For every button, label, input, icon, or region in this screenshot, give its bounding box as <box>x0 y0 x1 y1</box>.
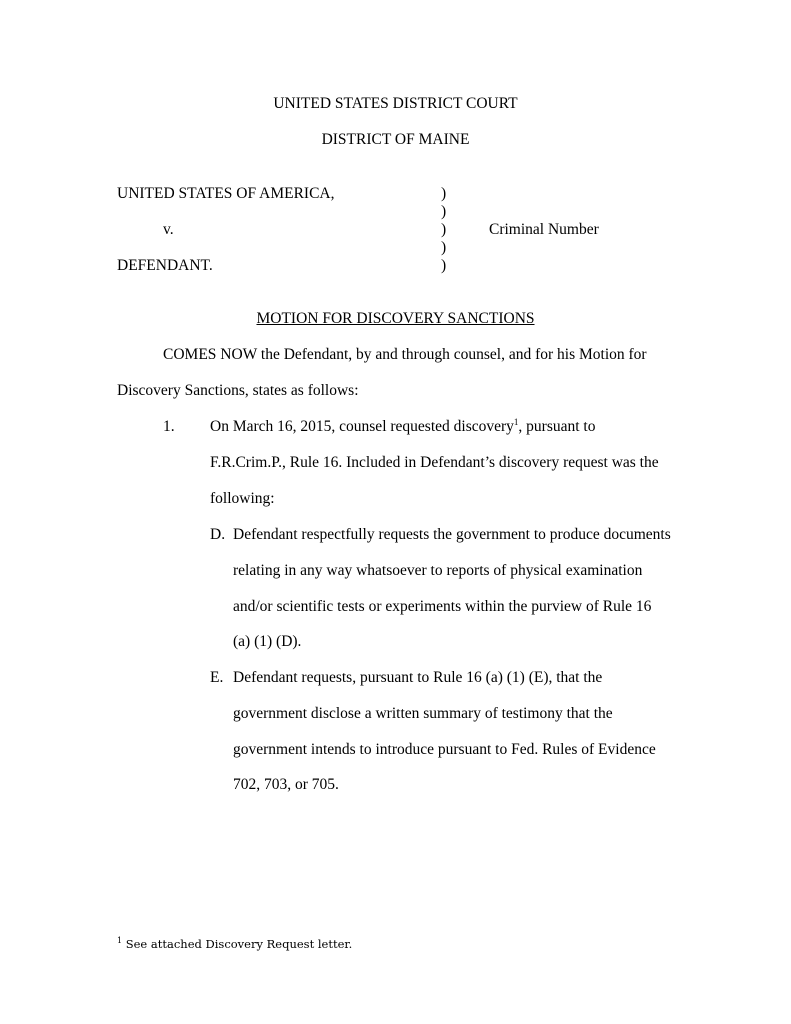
defendant-name: DEFENDANT. <box>117 257 213 274</box>
item-1-line-3: following: <box>210 490 275 507</box>
caption-paren: ) <box>441 239 447 256</box>
plaintiff-name: UNITED STATES OF AMERICA, <box>117 185 335 202</box>
item-number: 1. <box>163 418 175 435</box>
footnote-reference: 1 <box>513 416 519 427</box>
sub-item-letter: D. <box>210 526 226 543</box>
footnote-marker: 1 <box>117 936 123 946</box>
caption-paren: ) <box>441 221 447 238</box>
sub-d-line: Defendant respectfully requests the government to produce documents <box>233 526 671 543</box>
criminal-number-label: Criminal Number <box>489 221 599 238</box>
sub-d-line: (a) (1) (D). <box>233 633 302 650</box>
item-1-text-pre: On March 16, 2015, counsel requested discovery <box>210 418 514 435</box>
caption-paren: ) <box>441 185 447 202</box>
sub-item-letter: E. <box>210 669 224 686</box>
item-1-line-1 <box>210 417 595 437</box>
footnote <box>117 934 352 954</box>
item-1-line-2: F.R.Crim.P., Rule 16. Included in Defendant’s discovery request was the <box>210 454 659 471</box>
sub-e-line: government intends to introduce pursuant to Fed. Rules of Evidence <box>233 741 656 758</box>
sub-e-line: 702, 703, or 705. <box>233 776 339 793</box>
versus-label: v. <box>163 221 174 238</box>
sub-e-line: government disclose a written summary of testimony that the <box>233 705 613 722</box>
item-1-text-post: , pursuant to <box>518 418 596 435</box>
sub-d-line: relating in any way whatsoever to reports of physical examination <box>233 562 643 579</box>
footnote-text: See attached Discovery Request letter. <box>122 937 353 951</box>
intro-line-2: Discovery Sanctions, states as follows: <box>117 382 359 399</box>
motion-title: MOTION FOR DISCOVERY SANCTIONS <box>256 310 535 327</box>
caption-paren: ) <box>441 203 447 220</box>
sub-e-line: Defendant requests, pursuant to Rule 16 (a) (1) (E), that the <box>233 669 603 686</box>
district-title: DISTRICT OF MAINE <box>321 131 470 148</box>
intro-line-1: COMES NOW the Defendant, by and through counsel, and for his Motion for <box>163 346 647 363</box>
court-title: UNITED STATES DISTRICT COURT <box>273 95 518 112</box>
sub-d-line: and/or scientific tests or experiments within the purview of Rule 16 <box>233 598 652 615</box>
caption-paren: ) <box>441 257 447 274</box>
